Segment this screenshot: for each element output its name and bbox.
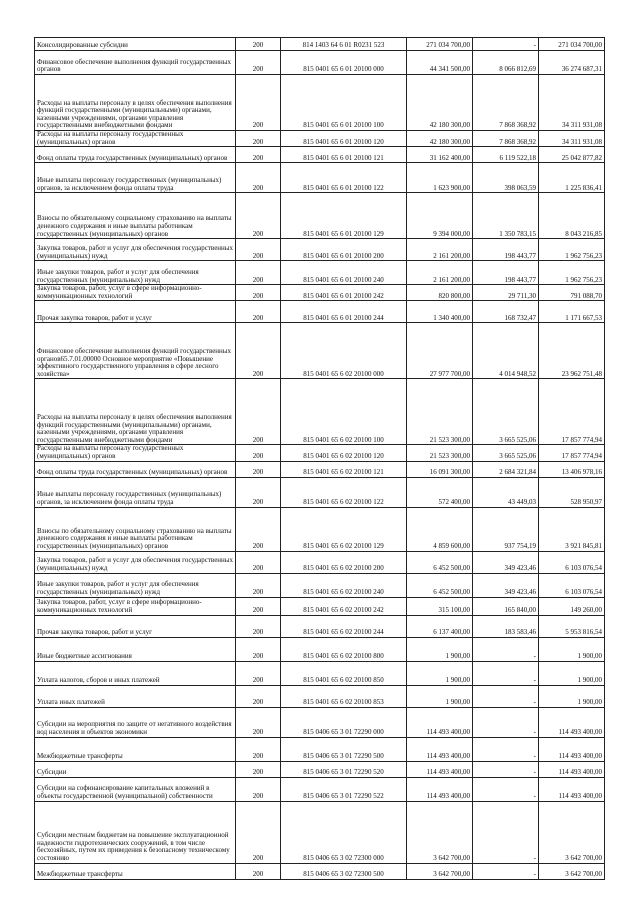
- table-row: [35, 379, 605, 445]
- table-row: [35, 301, 605, 323]
- row-name: Субсидии местным бюджетам на повышение эксплуатационной надежности гидротехнических сооружений, в том числе бесхозяйных, путем их приведения к безопасному техническому состоянию: [35, 801, 236, 863]
- row-executed: 29 711,30: [473, 285, 539, 301]
- row-approved: 114 493 400,00: [407, 707, 473, 737]
- row-unexecuted: 6 103 076,54: [539, 551, 605, 573]
- row-name: Уплата налогов, сборов и иных платежей: [35, 661, 236, 685]
- row-kbk: 815 0401 65 6 01 20100 244: [281, 301, 407, 323]
- table-row: [35, 737, 605, 761]
- row-unexecuted: 17 857 774,94: [539, 445, 605, 461]
- row-unexecuted: 36 274 687,31: [539, 51, 605, 75]
- row-line-code: 200: [236, 445, 281, 461]
- row-approved: 27 977 700,00: [407, 323, 473, 379]
- row-unexecuted: 1 962 756,23: [539, 261, 605, 285]
- table-row: [35, 573, 605, 597]
- table-row: [35, 461, 605, 477]
- row-name: Иные выплаты персоналу государственных (муниципальных) органов, за исключением фонда оплаты труда: [35, 477, 236, 507]
- row-executed: 349 423,46: [473, 573, 539, 597]
- row-approved: 42 180 300,00: [407, 131, 473, 147]
- row-name: Закупка товаров, работ и услуг для обеспечения государственных (муниципальных) нужд: [35, 551, 236, 573]
- row-kbk: 815 0401 65 6 02 20100 244: [281, 615, 407, 637]
- row-line-code: 200: [236, 163, 281, 193]
- row-unexecuted: 25 042 877,82: [539, 147, 605, 163]
- row-kbk: 815 0401 65 6 02 20100 122: [281, 477, 407, 507]
- table-row: [35, 507, 605, 551]
- row-kbk: 815 0401 65 6 02 20100 242: [281, 597, 407, 615]
- row-line-code: 200: [236, 477, 281, 507]
- table-row: [35, 131, 605, 147]
- row-approved: 21 523 300,00: [407, 379, 473, 445]
- row-unexecuted: 114 493 400,00: [539, 707, 605, 737]
- row-unexecuted: 34 311 931,08: [539, 75, 605, 131]
- row-name: Финансовое обеспечение выполнения функций государственных органов65.7.01.00000 Основное мероприятие «Повышение эффективного государственного управления в сфере лесного хозяйства»: [35, 323, 236, 379]
- row-executed: -: [473, 801, 539, 863]
- row-executed: -: [473, 38, 539, 51]
- table-row: [35, 147, 605, 163]
- row-line-code: 200: [236, 863, 281, 879]
- row-line-code: 200: [236, 637, 281, 661]
- row-kbk: 815 0401 65 6 01 20100 129: [281, 193, 407, 239]
- row-name: Финансовое обеспечение выполнения функций государственных органов: [35, 51, 236, 75]
- row-unexecuted: 528 950,97: [539, 477, 605, 507]
- table-row: [35, 615, 605, 637]
- row-name: Расходы на выплаты персоналу государственных (муниципальных) органов: [35, 131, 236, 147]
- row-approved: 114 493 400,00: [407, 737, 473, 761]
- row-approved: 1 900,00: [407, 685, 473, 707]
- row-executed: 3 665 525,06: [473, 379, 539, 445]
- row-executed: 1 350 783,15: [473, 193, 539, 239]
- table-row: [35, 597, 605, 615]
- table-row: [35, 637, 605, 661]
- row-executed: -: [473, 685, 539, 707]
- row-approved: 114 493 400,00: [407, 761, 473, 777]
- row-kbk: 815 0401 65 6 01 20100 120: [281, 131, 407, 147]
- row-executed: 3 665 525,06: [473, 445, 539, 461]
- row-name: Иные закупки товаров, работ и услуг для обеспечения государственных (муниципальных) нужд: [35, 261, 236, 285]
- row-approved: 1 340 400,00: [407, 301, 473, 323]
- row-executed: -: [473, 637, 539, 661]
- row-executed: 4 014 948,52: [473, 323, 539, 379]
- row-approved: 21 523 300,00: [407, 445, 473, 461]
- row-name: Закупка товаров, работ и услуг для обеспечения государственных (муниципальных) нужд: [35, 239, 236, 261]
- row-executed: 7 868 368,92: [473, 75, 539, 131]
- row-kbk: 815 0401 65 6 02 20100 100: [281, 379, 407, 445]
- row-kbk: 815 0401 65 6 02 20100 000: [281, 323, 407, 379]
- row-executed: -: [473, 777, 539, 801]
- row-kbk: 815 0406 65 3 01 72290 500: [281, 737, 407, 761]
- row-approved: 315 100,00: [407, 597, 473, 615]
- table-row: [35, 551, 605, 573]
- table-row: [35, 285, 605, 301]
- row-executed: 183 583,46: [473, 615, 539, 637]
- row-approved: 1 900,00: [407, 637, 473, 661]
- table-row: [35, 707, 605, 737]
- row-approved: 820 800,00: [407, 285, 473, 301]
- table-row: [35, 685, 605, 707]
- row-line-code: 200: [236, 551, 281, 573]
- row-line-code: 200: [236, 285, 281, 301]
- table-row: [35, 261, 605, 285]
- row-unexecuted: 114 493 400,00: [539, 761, 605, 777]
- row-approved: 3 642 700,00: [407, 863, 473, 879]
- row-kbk: 815 0406 65 3 01 72290 520: [281, 761, 407, 777]
- row-line-code: 200: [236, 507, 281, 551]
- row-kbk: 815 0401 65 6 01 20100 240: [281, 261, 407, 285]
- row-executed: 937 754,19: [473, 507, 539, 551]
- row-kbk: 815 0401 65 6 01 20100 122: [281, 163, 407, 193]
- row-unexecuted: 791 088,70: [539, 285, 605, 301]
- row-unexecuted: 3 921 845,81: [539, 507, 605, 551]
- row-executed: 398 063,59: [473, 163, 539, 193]
- table-row: [35, 477, 605, 507]
- row-name: Взносы по обязательному социальному страхованию на выплаты денежного содержания и иные выплаты работникам государственных (муниципальных) органов: [35, 507, 236, 551]
- row-line-code: 200: [236, 75, 281, 131]
- row-unexecuted: 17 857 774,94: [539, 379, 605, 445]
- row-approved: 4 859 600,00: [407, 507, 473, 551]
- row-kbk: 815 0401 65 6 02 20100 120: [281, 445, 407, 461]
- row-approved: 31 162 400,00: [407, 147, 473, 163]
- row-kbk: 815 0401 65 6 02 20100 800: [281, 637, 407, 661]
- row-approved: 2 161 200,00: [407, 261, 473, 285]
- table-row: [35, 239, 605, 261]
- row-line-code: 200: [236, 777, 281, 801]
- row-name: Субсидии на мероприятия по защите от негативного воздействия вод населения и объектов экономики: [35, 707, 236, 737]
- row-line-code: 200: [236, 147, 281, 163]
- row-line-code: 200: [236, 761, 281, 777]
- row-approved: 16 091 300,00: [407, 461, 473, 477]
- row-executed: 43 449,03: [473, 477, 539, 507]
- row-unexecuted: 1 962 756,23: [539, 239, 605, 261]
- row-name: Субсидии: [35, 761, 236, 777]
- row-kbk: 815 0401 65 6 02 20100 853: [281, 685, 407, 707]
- row-name: Фонд оплаты труда государственных (муниципальных) органов: [35, 461, 236, 477]
- row-unexecuted: 114 493 400,00: [539, 737, 605, 761]
- table-row: [35, 38, 605, 51]
- row-line-code: 200: [236, 38, 281, 51]
- row-unexecuted: 3 642 700,00: [539, 801, 605, 863]
- row-unexecuted: 1 900,00: [539, 685, 605, 707]
- row-line-code: 200: [236, 573, 281, 597]
- row-executed: 198 443,77: [473, 239, 539, 261]
- row-line-code: 200: [236, 801, 281, 863]
- row-line-code: 200: [236, 131, 281, 147]
- row-line-code: 200: [236, 239, 281, 261]
- row-unexecuted: 8 043 216,85: [539, 193, 605, 239]
- row-kbk: 815 0401 65 6 01 20100 121: [281, 147, 407, 163]
- row-kbk: 815 0401 65 6 01 20100 000: [281, 51, 407, 75]
- row-line-code: 200: [236, 615, 281, 637]
- row-line-code: 200: [236, 379, 281, 445]
- row-executed: 8 066 812,69: [473, 51, 539, 75]
- row-unexecuted: 1 900,00: [539, 637, 605, 661]
- row-line-code: 200: [236, 51, 281, 75]
- row-name: Межбюджетные трансферты: [35, 737, 236, 761]
- row-line-code: 200: [236, 301, 281, 323]
- row-name: Расходы на выплаты персоналу в целях обеспечения выполнения функций государственными (муниципальными) органами, казенными учреждениями, органами управления государственными внебюджетными фондами: [35, 75, 236, 131]
- row-unexecuted: 13 406 978,16: [539, 461, 605, 477]
- row-approved: 6 452 500,00: [407, 573, 473, 597]
- row-name: Прочая закупка товаров, работ и услуг: [35, 615, 236, 637]
- row-unexecuted: 1 171 667,53: [539, 301, 605, 323]
- row-kbk: 815 0406 65 3 01 72290 000: [281, 707, 407, 737]
- table-row: [35, 163, 605, 193]
- table-row: [35, 863, 605, 879]
- row-unexecuted: 149 260,00: [539, 597, 605, 615]
- row-line-code: 200: [236, 661, 281, 685]
- table-row: [35, 761, 605, 777]
- row-approved: 3 642 700,00: [407, 801, 473, 863]
- table-row: [35, 323, 605, 379]
- row-kbk: 815 0401 65 6 02 20100 121: [281, 461, 407, 477]
- row-approved: 1 900,00: [407, 661, 473, 685]
- row-kbk: 815 0401 65 6 02 20100 850: [281, 661, 407, 685]
- row-approved: 114 493 400,00: [407, 777, 473, 801]
- row-executed: 198 443,77: [473, 261, 539, 285]
- row-line-code: 200: [236, 323, 281, 379]
- row-line-code: 200: [236, 707, 281, 737]
- row-name: Иные бюджетные ассигнования: [35, 637, 236, 661]
- row-executed: 2 684 321,84: [473, 461, 539, 477]
- row-executed: -: [473, 737, 539, 761]
- row-kbk: 815 0401 65 6 02 20100 200: [281, 551, 407, 573]
- row-kbk: 815 0406 65 3 01 72290 522: [281, 777, 407, 801]
- row-executed: 168 732,47: [473, 301, 539, 323]
- row-line-code: 200: [236, 193, 281, 239]
- row-executed: 7 868 368,92: [473, 131, 539, 147]
- row-name: Расходы на выплаты персоналу государственных (муниципальных) органов: [35, 445, 236, 461]
- row-approved: 9 394 000,00: [407, 193, 473, 239]
- row-name: Межбюджетные трансферты: [35, 863, 236, 879]
- row-approved: 6 137 400,00: [407, 615, 473, 637]
- row-name: Закупка товаров, работ, услуг в сфере информационно-коммуникационных технологий: [35, 597, 236, 615]
- budget-execution-sheet: [34, 37, 604, 880]
- row-line-code: 200: [236, 261, 281, 285]
- row-unexecuted: 23 962 751,48: [539, 323, 605, 379]
- row-approved: 271 034 700,00: [407, 38, 473, 51]
- table-row: [35, 661, 605, 685]
- row-unexecuted: 114 493 400,00: [539, 777, 605, 801]
- row-kbk: 815 0406 65 3 02 72300 000: [281, 801, 407, 863]
- table-row: [35, 801, 605, 863]
- row-approved: 2 161 200,00: [407, 239, 473, 261]
- row-unexecuted: 3 642 700,00: [539, 863, 605, 879]
- table-row: [35, 193, 605, 239]
- row-executed: -: [473, 761, 539, 777]
- row-kbk: 815 0406 65 3 02 72300 500: [281, 863, 407, 879]
- row-name: Субсидии на софинансирование капитальных вложений в объекты государственной (муниципальной) собственности: [35, 777, 236, 801]
- row-name: Иные выплаты персоналу государственных (муниципальных) органов, за исключением фонда оплаты труда: [35, 163, 236, 193]
- row-name: Прочая закупка товаров, работ и услуг: [35, 301, 236, 323]
- table-row: [35, 75, 605, 131]
- row-name: Иные закупки товаров, работ и услуг для обеспечения государственных (муниципальных) нужд: [35, 573, 236, 597]
- row-kbk: 815 0401 65 6 01 20100 200: [281, 239, 407, 261]
- table-row: [35, 777, 605, 801]
- row-line-code: 200: [236, 737, 281, 761]
- row-name: Расходы на выплаты персоналу в целях обеспечения выполнения функций государственными (муниципальными) органами, казенными учреждениями, органами управления государственными внебюджетными фондами: [35, 379, 236, 445]
- row-name: Закупка товаров, работ, услуг в сфере информационно-коммуникационных технологий: [35, 285, 236, 301]
- table-row: [35, 445, 605, 461]
- row-unexecuted: 1 900,00: [539, 661, 605, 685]
- row-approved: 1 623 900,00: [407, 163, 473, 193]
- row-executed: -: [473, 661, 539, 685]
- row-executed: -: [473, 707, 539, 737]
- row-unexecuted: 1 225 836,41: [539, 163, 605, 193]
- row-kbk: 815 0401 65 6 02 20100 129: [281, 507, 407, 551]
- row-executed: -: [473, 863, 539, 879]
- row-kbk: 815 0401 65 6 02 20100 240: [281, 573, 407, 597]
- row-approved: 6 452 500,00: [407, 551, 473, 573]
- row-approved: 572 400,00: [407, 477, 473, 507]
- row-executed: 165 840,00: [473, 597, 539, 615]
- row-kbk: 815 0401 65 6 01 20100 100: [281, 75, 407, 131]
- row-name: Фонд оплаты труда государственных (муниципальных) органов: [35, 147, 236, 163]
- table-row: [35, 51, 605, 75]
- row-kbk: 814 1403 64 6 01 R0231 523: [281, 38, 407, 51]
- row-approved: 42 180 300,00: [407, 75, 473, 131]
- row-line-code: 200: [236, 597, 281, 615]
- budget-table-body: [35, 38, 605, 880]
- budget-table: [34, 37, 605, 880]
- row-name: Уплата иных платежей: [35, 685, 236, 707]
- row-unexecuted: 5 953 816,54: [539, 615, 605, 637]
- row-approved: 44 341 500,00: [407, 51, 473, 75]
- row-unexecuted: 6 103 076,54: [539, 573, 605, 597]
- row-unexecuted: 34 311 931,08: [539, 131, 605, 147]
- row-name: Консолидированные субсидии: [35, 38, 236, 51]
- row-executed: 349 423,46: [473, 551, 539, 573]
- row-name: Взносы по обязательному социальному страхованию на выплаты денежного содержания и иные выплаты работникам государственных (муниципальных) органов: [35, 193, 236, 239]
- row-line-code: 200: [236, 685, 281, 707]
- row-kbk: 815 0401 65 6 01 20100 242: [281, 285, 407, 301]
- row-unexecuted: 271 034 700,00: [539, 38, 605, 51]
- row-line-code: 200: [236, 461, 281, 477]
- row-executed: 6 119 522,18: [473, 147, 539, 163]
